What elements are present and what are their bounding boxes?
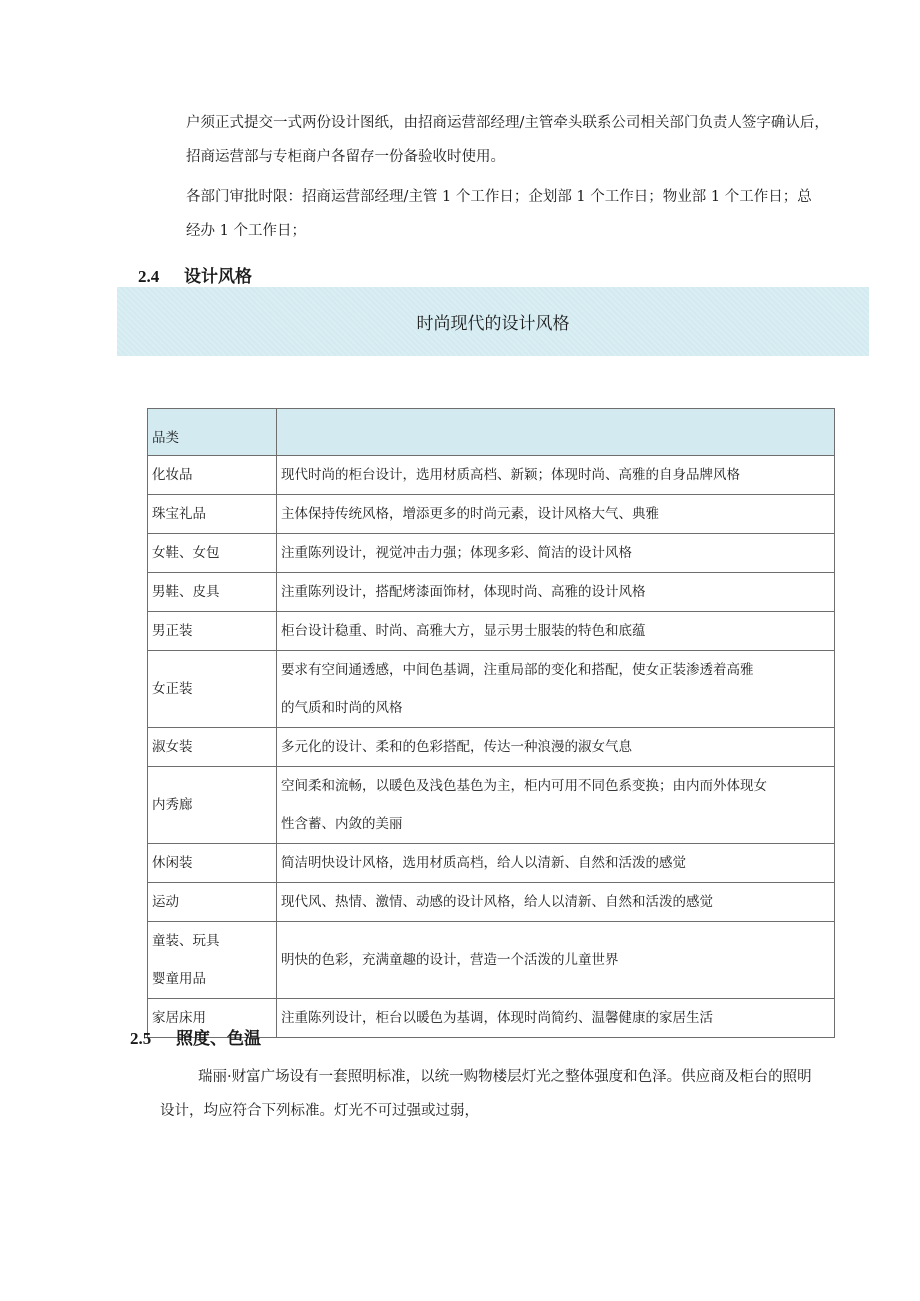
intro-paragraph: [186, 106, 886, 174]
description-cell: 注重陈列设计，视觉冲击力强；体现多彩、简洁的设计风格: [277, 534, 835, 573]
table-row: [148, 651, 835, 728]
table-row: [148, 495, 835, 534]
table-row: [148, 844, 835, 883]
section-number: 2.4: [138, 267, 160, 286]
description-cell: 现代时尚的柜台设计，选用材质高档、新颖；体现时尚、高雅的自身品牌风格: [277, 456, 835, 495]
category-cell: 男正装: [148, 612, 277, 651]
description-cell: 注重陈列设计，搭配烤漆面饰材，体现时尚、高雅的设计风格: [277, 573, 835, 612]
description-cell: 柜台设计稳重、时尚、高雅大方，显示男士服装的特色和底蕴: [277, 612, 835, 651]
lighting-paragraph: [160, 1060, 860, 1128]
category-cell: 女鞋、女包: [148, 534, 277, 573]
header-description: [277, 409, 835, 456]
category-line: 童装、玩具: [152, 933, 220, 949]
section-heading-2-5: [130, 1024, 261, 1049]
table-row: [148, 728, 835, 767]
description-line: 性含蓄、内敛的美丽: [281, 816, 403, 832]
text-line: 各部门审批时限：招商运营部经理/主管 1 个工作日；企划部 1 个工作日；物业部 1 个工作日；总: [186, 189, 812, 205]
category-cell: [148, 922, 277, 999]
design-style-table: [147, 408, 835, 1038]
description-line: 的气质和时尚的风格: [281, 700, 403, 716]
text-line: 户须正式提交一式两份设计图纸，由招商运营部经理/主管牵头联系公司相关部门负责人签字确认后，: [186, 115, 829, 131]
section-heading-2-4: [138, 262, 252, 287]
section-title: 照度、色温: [176, 1029, 261, 1049]
category-cell: 化妆品: [148, 456, 277, 495]
approval-paragraph: [186, 180, 886, 248]
text-line: 招商运营部与专柜商户各留存一份备验收时使用。: [186, 149, 505, 165]
category-cell: 内秀廊: [148, 767, 277, 844]
header-category: 品类: [148, 409, 277, 456]
table-row: [148, 883, 835, 922]
category-cell: 运动: [148, 883, 277, 922]
section-number: 2.5: [130, 1029, 152, 1048]
description-line: 要求有空间通透感，中间色基调，注重局部的变化和搭配，使女正装渗透着高雅: [281, 662, 754, 678]
table-row: [148, 573, 835, 612]
table-row: [148, 767, 835, 844]
category-cell: 男鞋、皮具: [148, 573, 277, 612]
description-cell: 明快的色彩，充满童趣的设计，营造一个活泼的儿童世界: [277, 922, 835, 999]
table-row: [148, 456, 835, 495]
description-cell: 主体保持传统风格，增添更多的时尚元素，设计风格大气、典雅: [277, 495, 835, 534]
banner-text: 时尚现代的设计风格: [416, 314, 570, 334]
table-row: [148, 922, 835, 999]
text-line: 瑞丽·财富广场设有一套照明标准，以统一购物楼层灯光之整体强度和色泽。供应商及柜台的照明: [198, 1069, 812, 1085]
table-row: [148, 534, 835, 573]
description-line: 空间柔和流畅，以暖色及浅色基色为主，柜内可用不同色系变换；由内而外体现女: [281, 778, 767, 794]
text-line: 设计，均应符合下列标准。灯光不可过强或过弱，: [160, 1103, 479, 1119]
text-line: 经办 1 个工作日；: [186, 223, 306, 239]
description-cell: 现代风、热情、激情、动感的设计风格，给人以清新、自然和活泼的感觉: [277, 883, 835, 922]
table-header-row: [148, 409, 835, 456]
category-cell: 休闲装: [148, 844, 277, 883]
category-cell: 家居床用: [148, 999, 277, 1038]
category-line: 婴童用品: [152, 971, 206, 987]
description-cell: 注重陈列设计，柜台以暖色为基调，体现时尚简约、温馨健康的家居生活: [277, 999, 835, 1038]
category-cell: 珠宝礼品: [148, 495, 277, 534]
category-cell: 女正装: [148, 651, 277, 728]
section-title: 设计风格: [184, 267, 252, 287]
category-cell: 淑女装: [148, 728, 277, 767]
table-row: [148, 612, 835, 651]
description-cell: 多元化的设计、柔和的色彩搭配，传达一种浪漫的淑女气息: [277, 728, 835, 767]
description-cell: 简洁明快设计风格，选用材质高档，给人以清新、自然和活泼的感觉: [277, 844, 835, 883]
description-cell: [277, 651, 835, 728]
style-banner: [117, 287, 869, 356]
description-cell: [277, 767, 835, 844]
